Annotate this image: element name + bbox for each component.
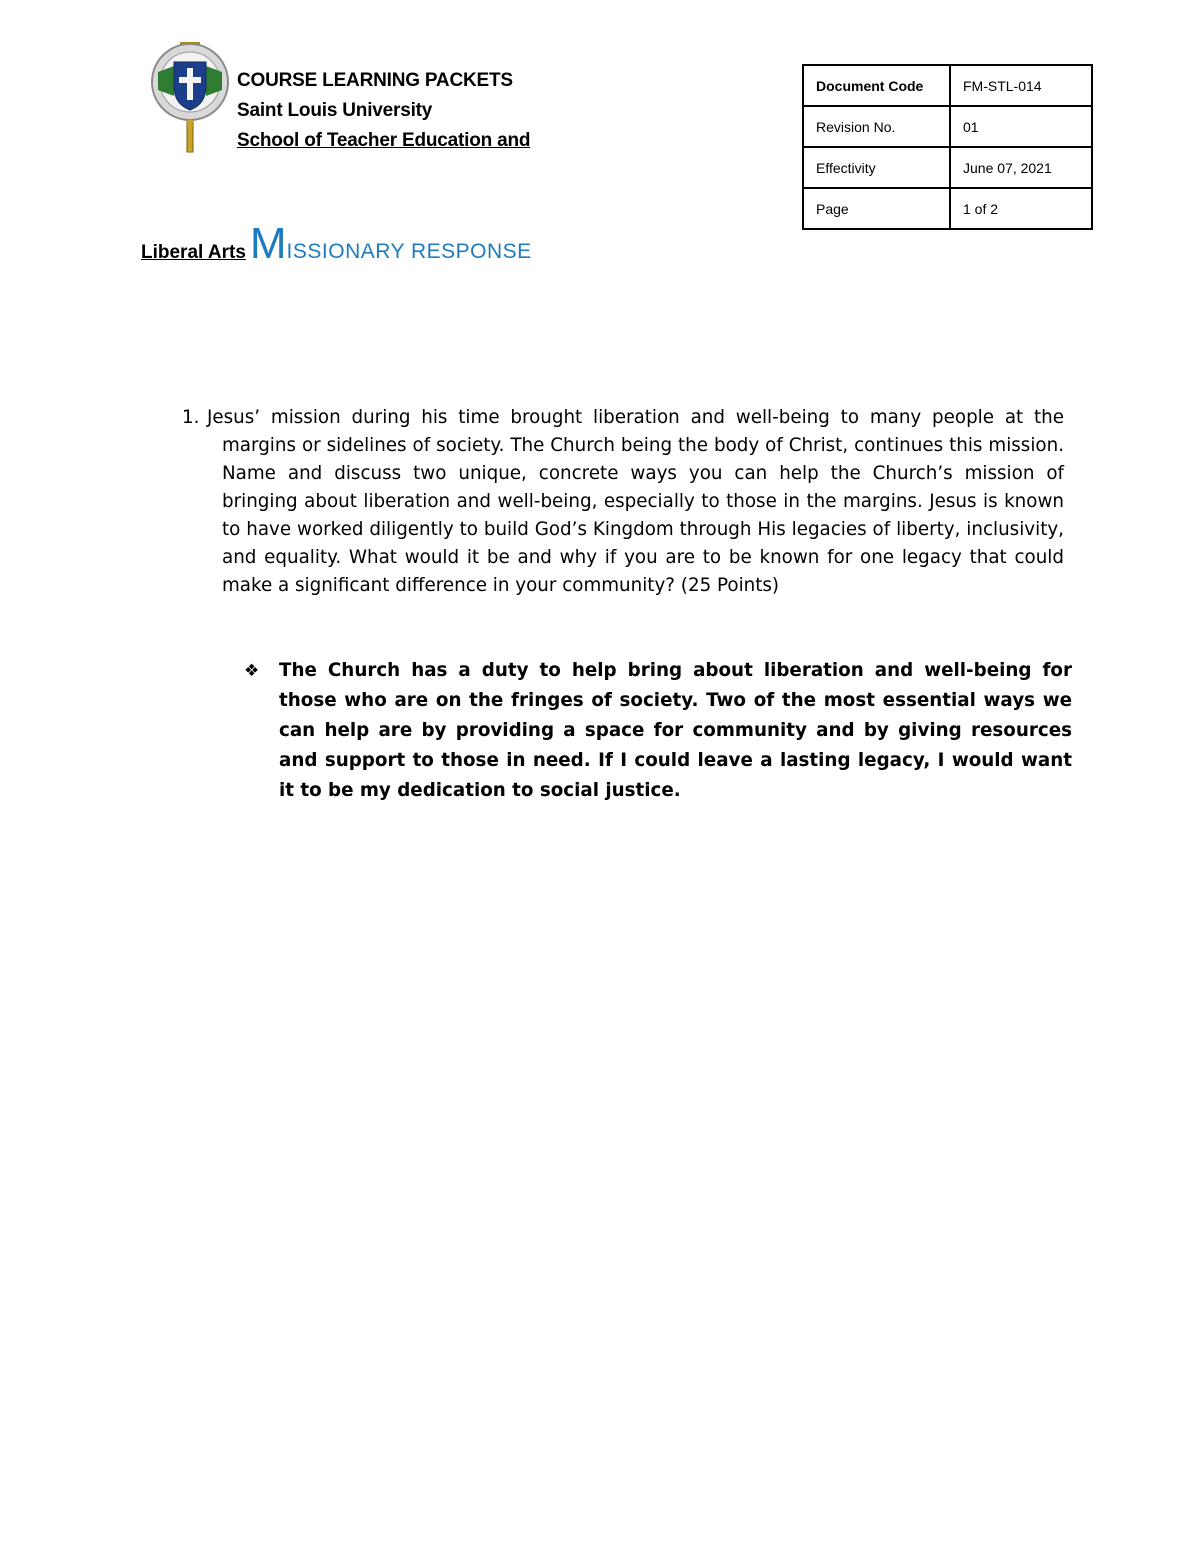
document-code-label: Document Code <box>803 65 950 106</box>
title-rest: ISSIONARY RESPONSE <box>286 240 532 263</box>
header-school-name: School of Teacher Education and <box>237 130 531 151</box>
header-block <box>237 66 530 156</box>
revision-label: Revision No. <box>803 106 950 147</box>
page-value: 1 of 2 <box>950 188 1092 229</box>
table-row <box>803 106 1092 147</box>
effectivity-value: June 07, 2021 <box>950 147 1092 188</box>
document-info-table <box>802 64 1093 230</box>
revision-value: 01 <box>950 106 1092 147</box>
header-university-name: Saint Louis University <box>237 100 433 121</box>
question-item <box>182 404 1064 600</box>
table-row <box>803 188 1092 229</box>
document-code-value: FM-STL-014 <box>950 65 1092 106</box>
table-row <box>803 147 1092 188</box>
page-title <box>141 219 532 268</box>
effectivity-label: Effectivity <box>803 147 950 188</box>
table-row <box>803 65 1092 106</box>
answer-text: The Church has a duty to help bring about liberation and well-being for those who are on the fringes of society. Two of the most essential ways we can help are by providing a space for community and by giving resources and support to those in need. If I could leave a lasting legacy, I would want it to be my dedication to social justice. <box>279 660 1072 801</box>
university-crest-icon <box>144 38 240 156</box>
question-text: Jesus’ mission during his time brought liberation and well-being to many people at the margins or sidelines of society. The Church being the body of Christ, continues this mission. Name and discuss two unique, concrete ways you can help the Church’s mission of bringing about liberation and well-being, especially to those in the margins. Jesus is known to have worked diligently to build God’s Kingdom through His legacies of liberty, inclusivity, and equality. What would it be and why if you are to be known for one legacy that could make a significant difference in your community? (25 Points) <box>207 407 1064 596</box>
diamond-bullet-icon: ❖ <box>244 661 260 681</box>
question-number: 1. <box>182 407 200 428</box>
answer-item <box>244 656 1072 806</box>
header-course-learning-packets: COURSE LEARNING PACKETS <box>237 70 513 91</box>
title-initial: M <box>249 219 287 268</box>
page-label: Page <box>803 188 950 229</box>
department-label: Liberal Arts <box>141 242 246 263</box>
